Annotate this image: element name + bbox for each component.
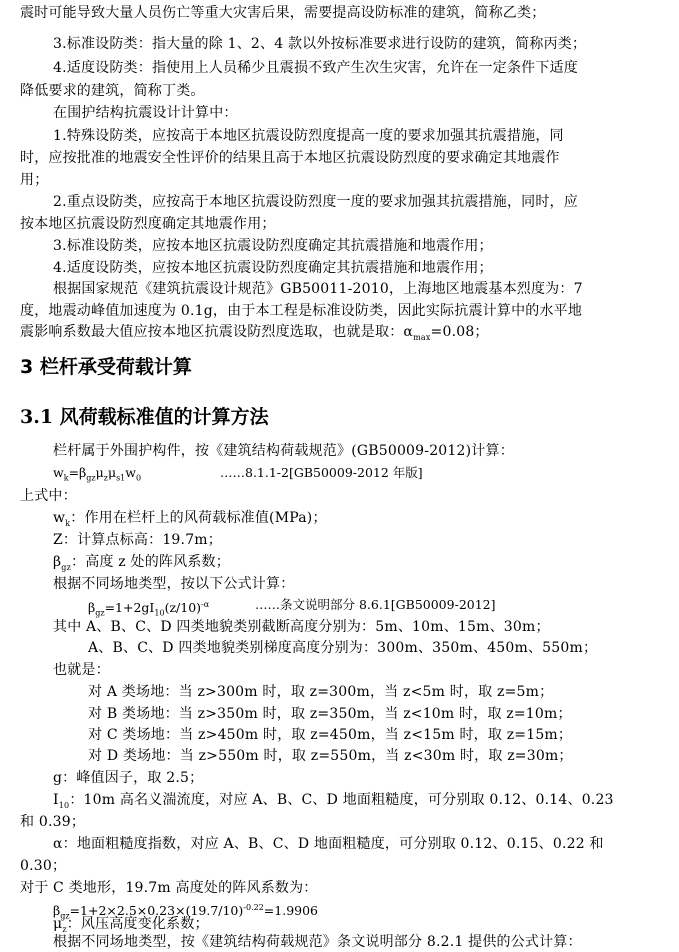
- text-line: 度，地震动峰值加速度为 0.1g，由于本工程是标准设防类，因此实际抗震计算中的水平地: [20, 303, 583, 319]
- text-fragment: w: [125, 465, 136, 480]
- text-fragment: μ: [53, 916, 63, 932]
- subscript: k: [65, 518, 71, 528]
- text-fragment: μ: [107, 465, 117, 480]
- subscript: z: [103, 473, 108, 483]
- text-fragment: ：高度 z 处的阵风系数；: [71, 554, 230, 570]
- text-line: 根据国家规范《建筑抗震设计规范》GB50011-2010，上海地区地震基本烈度为：7: [53, 281, 583, 297]
- subscript: s1: [116, 473, 126, 483]
- superscript: -α: [201, 600, 210, 609]
- formula-line: [53, 463, 141, 489]
- text-fragment: w: [53, 465, 64, 480]
- text-fragment: β: [53, 903, 61, 919]
- text-fragment: μ: [95, 465, 104, 480]
- subscript: k: [63, 473, 69, 483]
- text-fragment: β: [88, 600, 96, 616]
- text-line: 对 D 类场地：当 z>550m 时，取 z=550m，当 z<30m 时，取 z=30m；: [88, 748, 573, 764]
- subscript: gz: [95, 608, 105, 618]
- text-fragment: =0.08；: [430, 324, 489, 340]
- superscript: -0.22: [243, 903, 264, 912]
- text-line: 时，应按批准的地震安全性评价的结果且高于本地区抗震设防烈度的要求确定其地震作: [20, 150, 560, 166]
- text-line: 用；: [20, 172, 49, 188]
- text-line: 1.特殊设防类，应按高于本地区抗震设防烈度提高一度的要求加强其抗震措施，同: [53, 128, 564, 144]
- subscript: 10: [154, 608, 165, 618]
- text-line: 对于 C 类地形，19.7m 高度处的阵风系数为：: [20, 880, 318, 896]
- text-fragment: I: [53, 792, 59, 808]
- text-line: 对 C 类场地：当 z>450m 时，取 z=450m，当 z<15m 时，取 z=15m；: [88, 727, 573, 743]
- text-line: 震时可能导致大量人员伤亡等重大灾害后果，需要提高设防标准的建筑，简称乙类；: [20, 5, 546, 21]
- text-line: [53, 790, 614, 816]
- text-line: 对 B 类场地：当 z>350m 时，取 z=350m，当 z<10m 时，取 z=10m；: [88, 706, 572, 722]
- text-line: 3.标准设防类，应按本地区抗震设防烈度确定其抗震措施和地震作用；: [53, 238, 493, 254]
- text-line: 也就是：: [53, 662, 110, 678]
- subscript: gz: [86, 473, 96, 483]
- text-line: 根据不同场地类型，按《建筑结构荷载规范》条文说明部分 8.2.1 提供的公式计算：: [53, 934, 582, 950]
- text-fragment: =1+2×2.5×0.23×(19.7/10): [69, 903, 244, 919]
- text-fragment: =β: [68, 465, 87, 480]
- subscript: z: [62, 924, 67, 934]
- text-line: 降低要求的建筑，简称丁类。: [20, 83, 205, 99]
- text-line: α：地面粗糙度指数，对应 A、B、C、D 地面粗糙度，可分别取 0.12、0.15、0.22 和: [53, 836, 604, 852]
- text-line: 其中 A、B、C、D 四类地貌类别截断高度分别为：5m、10m、15m、30m；: [53, 619, 550, 635]
- text-line: 和 0.39；: [20, 814, 86, 830]
- formula-reference: ……条文说明部分 8.6.1[GB50009-2012]: [255, 597, 496, 612]
- text-fragment: ：10m 高名义湍流度，对应 A、B、C、D 地面粗糙度，可分别取 0.12、0.14、0.23: [69, 792, 614, 808]
- text-line: 上式中：: [20, 488, 77, 504]
- text-line: 0.30；: [20, 858, 67, 874]
- subscript: gz: [61, 562, 72, 572]
- text-line: 按本地区抗震设防烈度确定其地震作用；: [20, 216, 276, 232]
- subscript: max: [413, 332, 431, 342]
- text-line: 对 A 类场地：当 z>300m 时，取 z=300m，当 z<5m 时，取 z=5m；: [88, 684, 554, 700]
- text-line: A、B、C、D 四类地貌类别梯度高度分别为：300m、350m、450m、550m；: [88, 640, 598, 656]
- text-fragment: ：作用在栏杆上的风荷载标准值(MPa)；: [70, 510, 327, 526]
- text-fragment: ：风压高度变化系数；: [66, 916, 209, 932]
- subsection-heading: 3.1 风荷载标准值的计算方法: [20, 406, 269, 428]
- text-line: 栏杆属于外围护构件，按《建筑结构荷载规范》(GB50009-2012)计算：: [53, 443, 514, 459]
- text-line: 3.标准设防类：指大量的除 1、2、4 款以外按标准要求进行设防的建筑，简称丙类；: [53, 36, 587, 52]
- text-line: 根据不同场地类型，按以下公式计算：: [53, 576, 295, 592]
- text-line: [20, 322, 489, 348]
- subscript: 0: [135, 473, 142, 483]
- text-fragment: β: [53, 554, 62, 570]
- text-fragment: =1+2gI: [104, 600, 155, 616]
- subscript: 10: [58, 800, 70, 810]
- text-line: g：峰值因子，取 2.5；: [53, 770, 204, 786]
- text-line: 在围护结构抗震设计计算中：: [53, 105, 238, 121]
- text-fragment: (z/10): [164, 600, 202, 616]
- formula-reference: ……8.1.1-2[GB50009-2012 年版]: [220, 465, 423, 480]
- text-fragment: 震影响系数最大值应按本地区抗震设防烈度选取，也就是取：α: [20, 324, 414, 340]
- text-line: Z：计算点标高：19.7m；: [53, 532, 222, 548]
- text-line: 4.适度设防类：指使用上人员稀少且震损不致产生次生灾害，允许在一定条件下适度: [53, 60, 578, 76]
- subscript: gz: [60, 911, 70, 921]
- text-line: 2.重点设防类，应按高于本地区抗震设防烈度一度的要求加强其抗震措施，同时，应: [53, 194, 578, 210]
- text-fragment: =1.9906: [263, 903, 319, 919]
- text-line: 4.适度设防类，应按本地区抗震设防烈度确定其抗震措施和地震作用；: [53, 260, 493, 276]
- section-heading: 3 栏杆承受荷载计算: [20, 356, 192, 378]
- text-fragment: w: [53, 510, 66, 526]
